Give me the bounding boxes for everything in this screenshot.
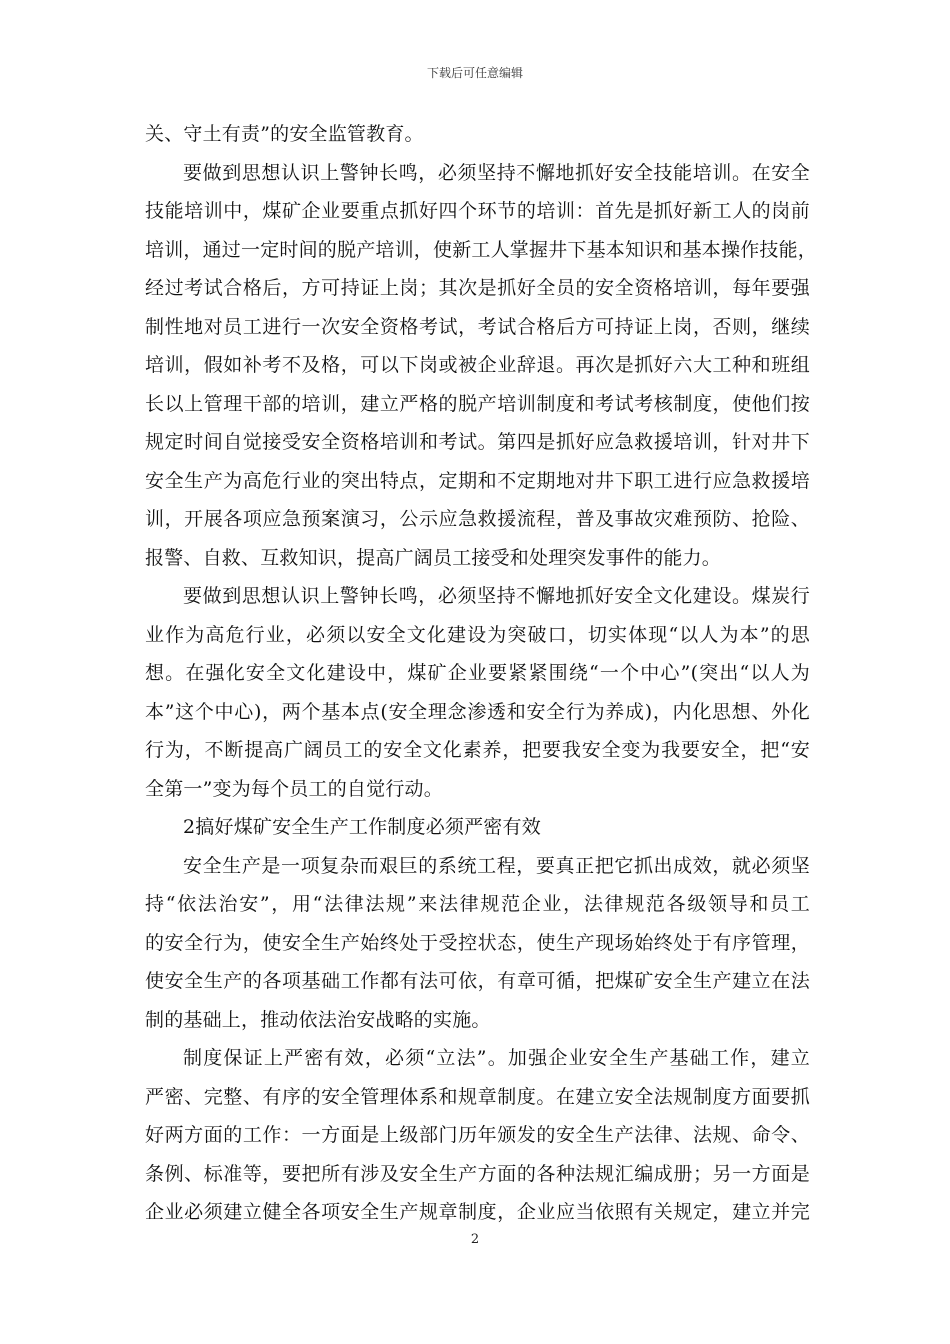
- section-heading: 2搞好煤矿安全生产工作制度必须严密有效: [183, 816, 541, 838]
- text-line: 经过考试合格后，方可持证上岗；其次是抓好全员的安全资格培训，每年要强: [145, 277, 810, 299]
- text-line: 使安全生产的各项基础工作都有法可依，有章可循，把煤矿安全生产建立在法: [145, 970, 810, 992]
- text-line: 业作为高危行业，必须以安全文化建设为突破口，切实体现“以人为本”的思: [145, 623, 810, 646]
- text-line: 培训，通过一定时间的脱产培训，使新工人掌握井下基本知识和基本操作技能，: [145, 238, 818, 261]
- document-body: [145, 115, 818, 1232]
- text-line: 规定时间自觉接受安全资格培训和考试。第四是抓好应急救援培训，针对井下: [145, 431, 810, 453]
- text-line: 想。在强化安全文化建设中，煤矿企业要紧紧围绕“一个中心”(突出“以人为: [145, 662, 810, 684]
- text-line: 本”这个中心)，两个基本点(安全理念渗透和安全行为养成)，内化思想、外化: [145, 700, 810, 723]
- text-line: 培训，假如补考不及格，可以下岗或被企业辞退。再次是抓好六大工种和班组: [145, 354, 810, 376]
- text-line: 持“依法治安”，用“法律法规”来法律规范企业，法律规范各级领导和员工: [145, 893, 810, 915]
- text-line: 制性地对员工进行一次安全资格考试，考试合格后方可持证上岗，否则，继续: [145, 315, 810, 338]
- text-line: 训，开展各项应急预案演习，公示应急救援流程，普及事故灾难预防、抢险、: [145, 508, 810, 530]
- text-line: 好两方面的工作：一方面是上级部门历年颁发的安全生产法律、法规、命令、: [145, 1124, 810, 1146]
- text-line: 条例、标准等，要把所有涉及安全生产方面的各种法规汇编成册；另一方面是: [145, 1162, 810, 1185]
- text-line: 要做到思想认识上警钟长鸣，必须坚持不懈地抓好安全文化建设。煤炭行: [183, 585, 810, 607]
- text-line: 长以上管理干部的培训，建立严格的脱产培训制度和考试考核制度，使他们按: [145, 392, 810, 415]
- page-number: 2: [470, 1232, 480, 1247]
- text-line: 报警、自救、互救知识，提高广阔员工接受和处理突发事件的能力。: [145, 546, 722, 569]
- text-line: 关、守土有责”的安全监管教育。: [145, 123, 424, 145]
- text-line: 企业必须建立健全各项安全生产规章制度，企业应当依照有关规定，建立并完: [145, 1201, 810, 1223]
- text-line: 技能培训中，煤矿企业要重点抓好四个环节的培训：首先是抓好新工人的岗前: [145, 200, 810, 222]
- text-line: 的安全行为，使安全生产始终处于受控状态，使生产现场始终处于有序管理，: [145, 931, 810, 954]
- page-header: 下载后可任意编辑: [426, 66, 523, 80]
- text-line: 行为，不断提高广阔员工的安全文化素养，把要我安全变为我要安全，把“安: [145, 739, 810, 761]
- text-line: 安全生产是一项复杂而艰巨的系统工程，要真正把它抓出成效，就必须坚: [183, 854, 810, 877]
- text-line: 安全生产为高危行业的突出特点，定期和不定期地对井下职工进行应急救援培: [145, 469, 810, 492]
- text-line: 制的基础上，推动依法治安战略的实施。: [145, 1008, 491, 1031]
- text-line: 全第一”变为每个员工的自觉行动。: [145, 777, 443, 800]
- text-line: 严密、完整、有序的安全管理体系和规章制度。在建立安全法规制度方面要抓: [145, 1085, 810, 1108]
- text-line: 制度保证上严密有效，必须“立法”。加强企业安全生产基础工作，建立: [183, 1047, 810, 1069]
- text-line: 要做到思想认识上警钟长鸣，必须坚持不懈地抓好安全技能培训。在安全: [183, 161, 810, 184]
